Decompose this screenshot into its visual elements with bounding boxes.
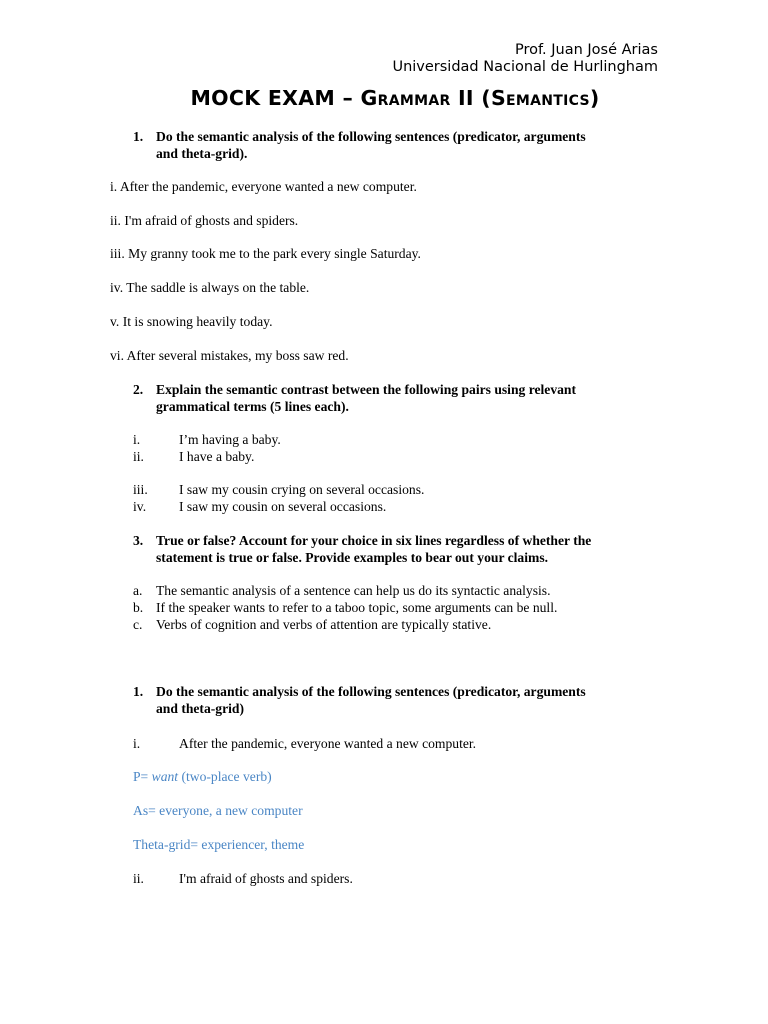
sentence-item: i. After the pandemic, everyone wanted a new computer. — [110, 179, 417, 194]
predicator-prefix: P= — [133, 769, 152, 784]
question-2-line-2: grammatical terms (5 lines each). — [156, 399, 349, 414]
statement-text: Verbs of cognition and verbs of attention are typically stative. — [156, 617, 492, 632]
pair-item-text: I saw my cousin on several occasions. — [179, 499, 387, 514]
pair-item-label: iv. — [133, 499, 147, 514]
answer-1-line-2: and theta-grid) — [156, 701, 244, 716]
predicator-answer — [133, 769, 272, 785]
pair-item-label: i. — [133, 432, 141, 447]
question-3-number: 3. — [133, 533, 144, 548]
question-1-line-2: and theta-grid). — [156, 146, 248, 161]
sentence-item: ii. I'm afraid of ghosts and spiders. — [110, 213, 299, 228]
question-2-number: 2. — [133, 382, 144, 397]
statement-label: a. — [133, 583, 143, 598]
answer-item-1-label: i. — [133, 736, 141, 751]
statement-text: If the speaker wants to refer to a taboo topic, some arguments can be null. — [156, 600, 558, 615]
question-2-line-1: Explain the semantic contrast between the following pairs using relevant — [156, 382, 577, 397]
statement-label: c. — [133, 617, 143, 632]
statement-label: b. — [133, 600, 144, 615]
question-1-line-1: Do the semantic analysis of the following sentences (predicator, arguments — [156, 129, 586, 144]
sentence-item: vi. After several mistakes, my boss saw red. — [110, 348, 349, 363]
answer-item-2-label: ii. — [133, 871, 144, 886]
pair-item-text: I saw my cousin crying on several occasions. — [179, 482, 425, 497]
predicator-suffix: (two-place verb) — [178, 769, 272, 784]
answer-item-2-text: I'm afraid of ghosts and spiders. — [179, 871, 353, 886]
question-3-line-2: statement is true or false. Provide examples to bear out your claims. — [156, 550, 549, 565]
sentence-item: iii. My granny took me to the park every single Saturday. — [110, 246, 421, 261]
question-3-line-1: True or false? Account for your choice in six lines regardless of whether the — [156, 533, 592, 548]
question-1-number: 1. — [133, 129, 144, 144]
page-title — [0, 86, 768, 110]
sentence-item: iv. The saddle is always on the table. — [110, 280, 310, 295]
pair-item-text: I have a baby. — [179, 449, 255, 464]
author-name: Prof. Juan José Arias — [514, 42, 658, 58]
pair-item-label: iii. — [133, 482, 148, 497]
sentence-item: v. It is snowing heavily today. — [110, 314, 273, 329]
predicator-verb: want — [151, 769, 179, 784]
answer-1-number: 1. — [133, 684, 144, 699]
answer-item-1-text: After the pandemic, everyone wanted a new computer. — [179, 736, 477, 751]
title-main: MOCK EXAM – — [190, 86, 361, 110]
statement-text: The semantic analysis of a sentence can help us do its syntactic analysis. — [156, 583, 551, 598]
title-subject: Grammar II (Semantics) — [360, 86, 600, 110]
pair-item-label: ii. — [133, 449, 144, 464]
arguments-answer: As= everyone, a new computer — [133, 803, 303, 818]
pair-item-text: I’m having a baby. — [179, 432, 281, 447]
answer-1-line-1: Do the semantic analysis of the following sentences (predicator, arguments — [156, 684, 586, 699]
theta-grid-answer: Theta-grid= experiencer, theme — [133, 837, 305, 852]
institution-name: Universidad Nacional de Hurlingham — [392, 59, 658, 75]
